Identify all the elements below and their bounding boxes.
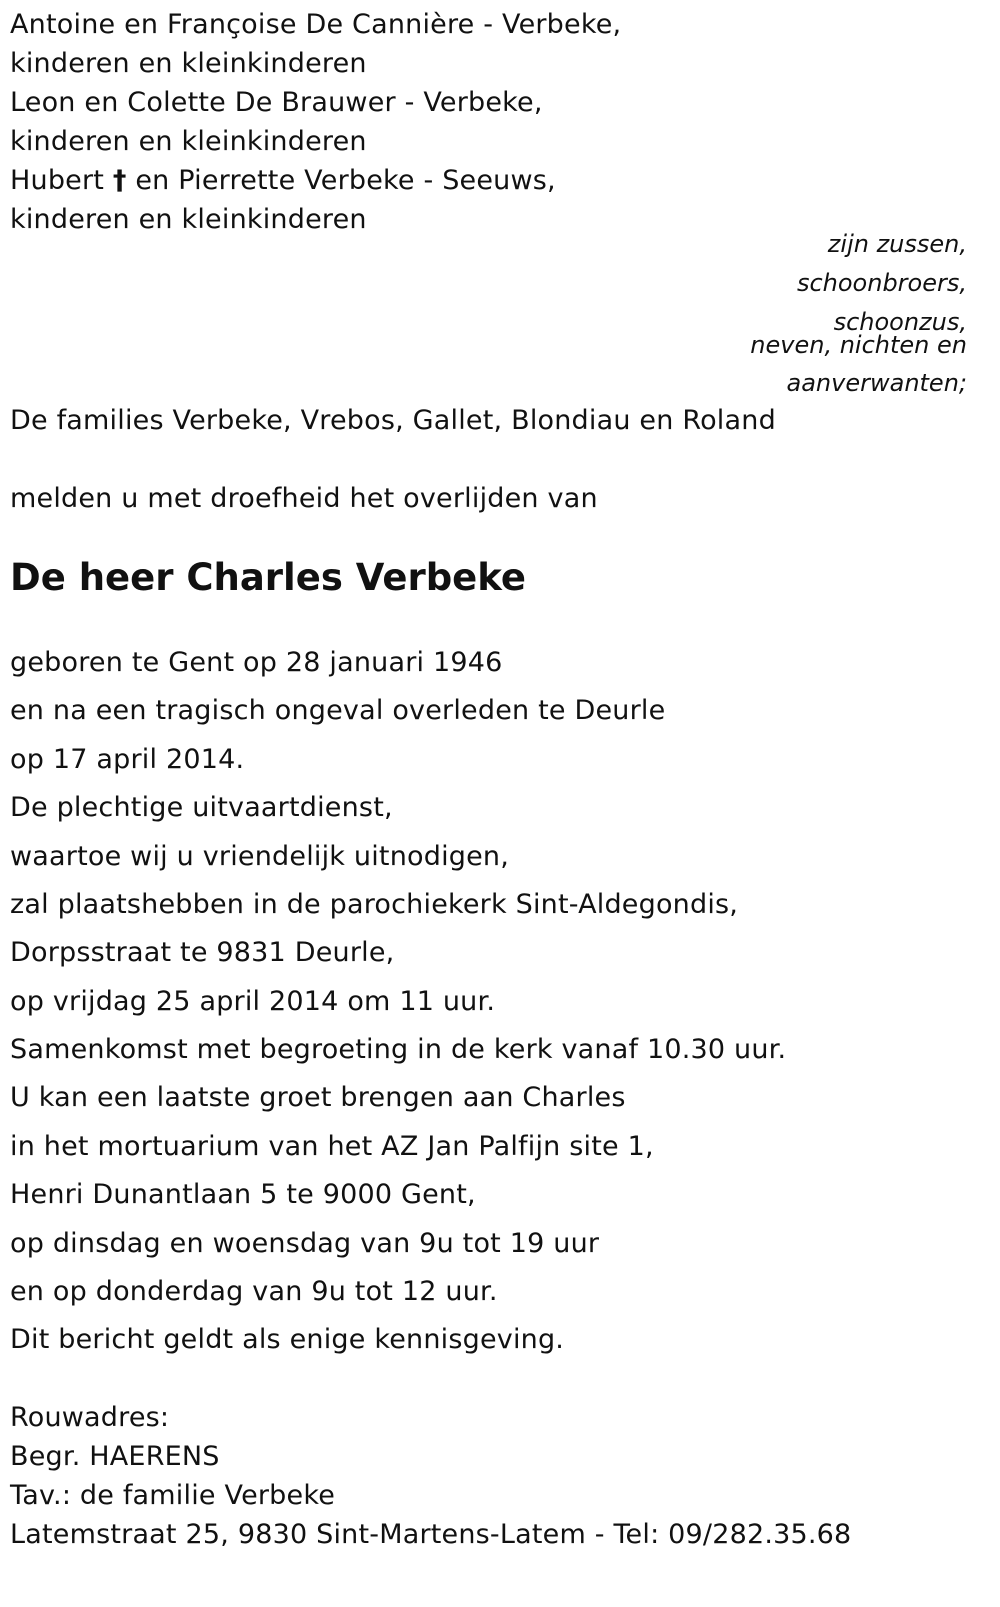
- detail-line-3: op 17 april 2014.: [10, 744, 245, 775]
- relation-line-5: aanverwanten;: [786, 369, 967, 397]
- address-line-3: Latemstraat 25, 9830 Sint-Martens-Latem - Tel: 09/282.35.68: [10, 1519, 852, 1550]
- family-line-3: Leon en Colette De Brauwer - Verbeke,: [10, 87, 543, 118]
- detail-line-1: geboren te Gent op 28 januari 1946: [10, 647, 503, 678]
- detail-line-5: waartoe wij u vriendelijk uitnodigen,: [10, 841, 510, 872]
- hubert-name: Hubert: [10, 165, 105, 196]
- detail-line-7: Dorpsstraat te 9831 Deurle,: [10, 937, 395, 968]
- family-line-2: kinderen en kleinkinderen: [10, 48, 367, 79]
- family-line-6: kinderen en kleinkinderen: [10, 204, 367, 235]
- deceased-name: De heer Charles Verbeke: [10, 556, 526, 599]
- family-line-1: Antoine en Françoise De Cannière - Verbeke,: [10, 9, 622, 40]
- detail-line-9: Samenkomst met begroeting in de kerk vanaf 10.30 uur.: [10, 1034, 787, 1065]
- detail-line-13: op dinsdag en woensdag van 9u tot 19 uur: [10, 1228, 600, 1259]
- detail-line-10: U kan een laatste groet brengen aan Charles: [10, 1082, 626, 1113]
- detail-line-12: Henri Dunantlaan 5 te 9000 Gent,: [10, 1179, 476, 1210]
- cross-icon: †: [112, 165, 127, 196]
- detail-line-6: zal plaatshebben in de parochiekerk Sint-Aldegondis,: [10, 889, 739, 920]
- family-line-hubert: [10, 163, 556, 199]
- relation-line-2: schoonbroers,: [796, 269, 967, 297]
- detail-line-11: in het mortuarium van het AZ Jan Palfijn site 1,: [10, 1131, 654, 1162]
- family-line-4: kinderen en kleinkinderen: [10, 126, 367, 157]
- relation-line-4: neven, nichten en: [750, 331, 967, 359]
- detail-line-2: en na een tragisch ongeval overleden te Deurle: [10, 695, 666, 726]
- detail-line-8: op vrijdag 25 april 2014 om 11 uur.: [10, 986, 496, 1017]
- address-line-2: Tav.: de familie Verbeke: [10, 1480, 336, 1511]
- address-label: Rouwadres:: [10, 1402, 170, 1433]
- detail-line-4: De plechtige uitvaartdienst,: [10, 792, 393, 823]
- announcement: melden u met droefheid het overlijden van: [10, 483, 598, 514]
- relation-line-3: schoonzus,: [833, 308, 967, 336]
- detail-line-14: en op donderdag van 9u tot 12 uur.: [10, 1276, 498, 1307]
- address-line-1: Begr. HAERENS: [10, 1441, 220, 1472]
- families-line: De families Verbeke, Vrebos, Gallet, Blondiau en Roland: [10, 405, 776, 436]
- hubert-rest: en Pierrette Verbeke - Seeuws,: [135, 165, 556, 196]
- detail-line-15: Dit bericht geldt als enige kennisgeving.: [10, 1324, 565, 1355]
- relation-line-1: zijn zussen,: [827, 230, 967, 258]
